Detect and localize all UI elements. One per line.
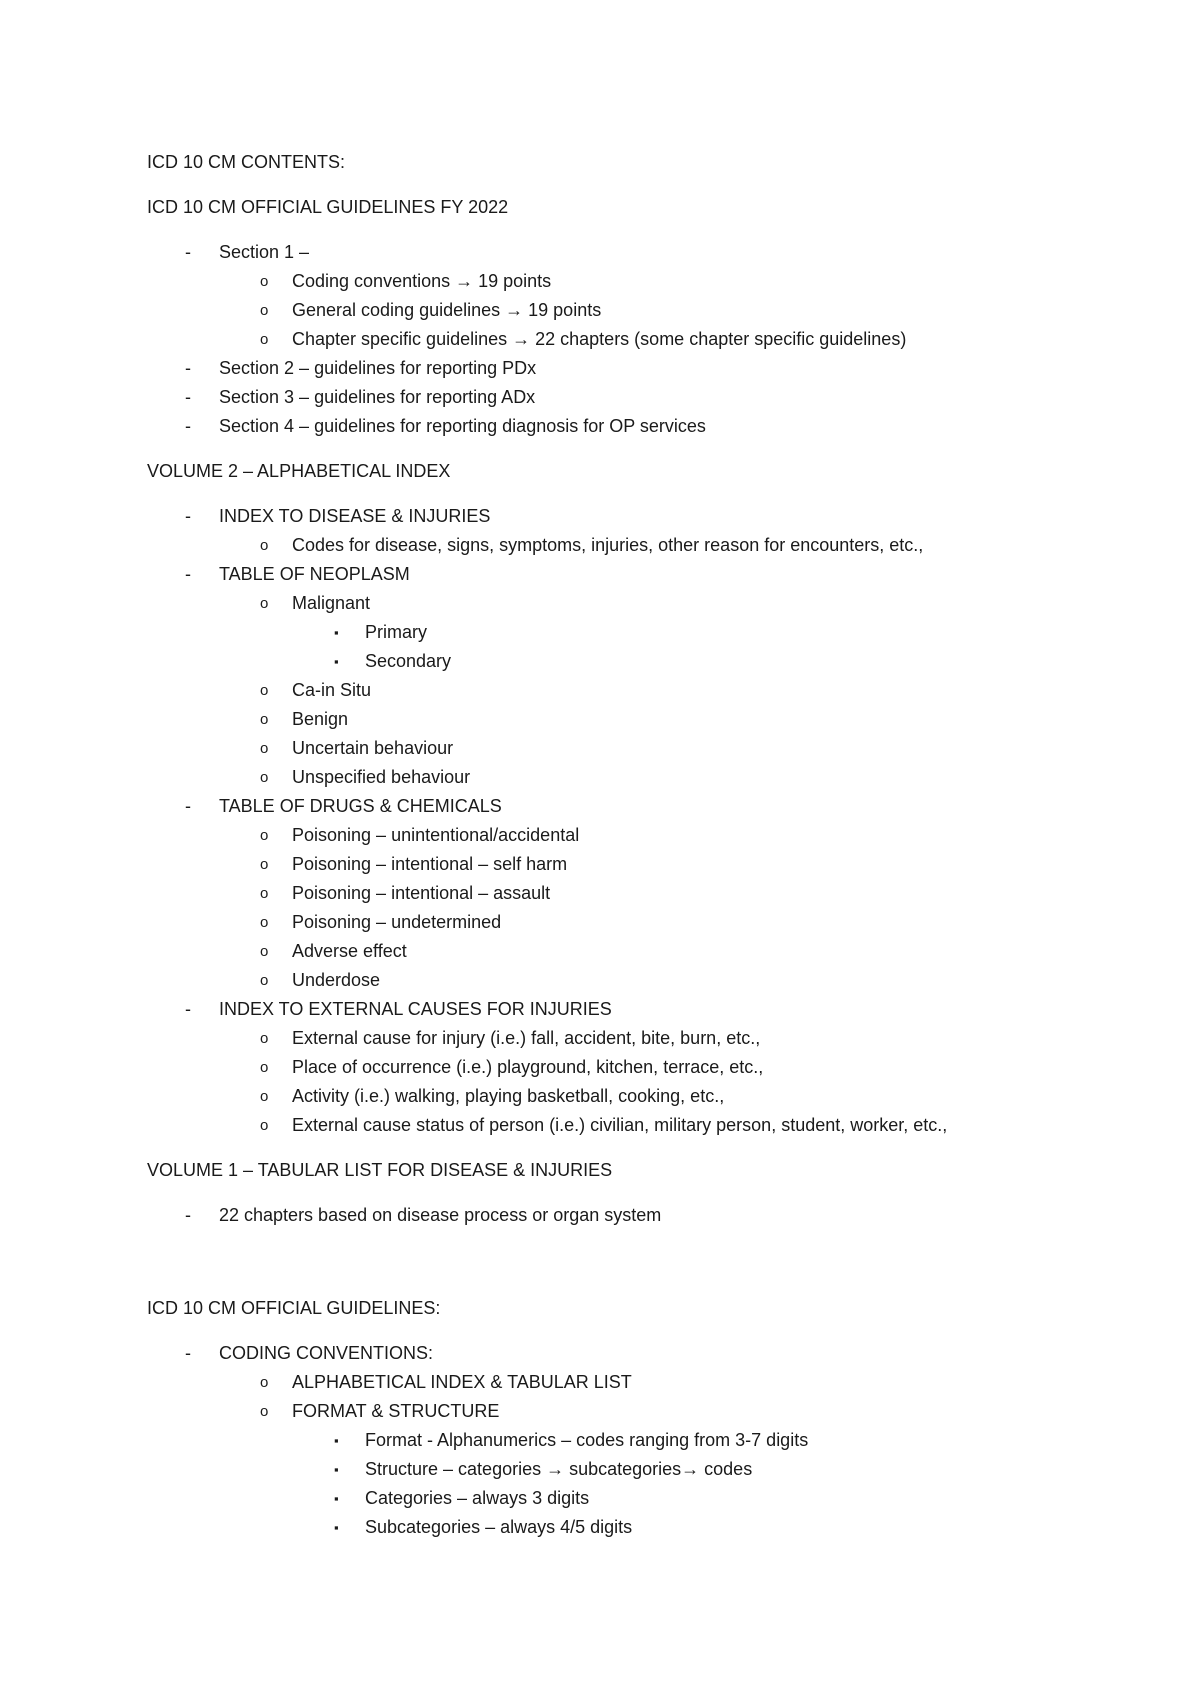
circle-bullet: o xyxy=(260,914,269,931)
guidelines-fy-heading: ICD 10 CM OFFICIAL GUIDELINES FY 2022 xyxy=(147,197,509,217)
circle-bullet: o xyxy=(260,1059,269,1076)
dash-bullet: - xyxy=(185,506,191,526)
list-item: ▪ Primary xyxy=(147,618,1147,647)
circle-bullet: o xyxy=(260,302,269,319)
square-bullet: ▪ xyxy=(334,1520,339,1535)
list-item: o Unspecified behaviour xyxy=(147,763,1147,792)
circle-bullet: o xyxy=(260,1117,269,1134)
list-item: o External cause status of person (i.e.) civilian, military person, student, worker, etc., xyxy=(147,1111,1147,1140)
circle-bullet: o xyxy=(260,1088,269,1105)
list-item: o Malignant xyxy=(147,589,1147,618)
guidelines-fy-list xyxy=(147,238,1147,441)
list-item: ▪ Categories – always 3 digits xyxy=(147,1484,1147,1513)
dash-bullet: - xyxy=(185,416,191,436)
volume1-heading: VOLUME 1 – TABULAR LIST FOR DISEASE & INJURIES xyxy=(147,1160,613,1180)
list-item: o Poisoning – unintentional/accidental xyxy=(147,821,1147,850)
circle-bullet: o xyxy=(260,827,269,844)
square-bullet: ▪ xyxy=(334,1433,339,1448)
dash-bullet: - xyxy=(185,387,191,407)
list-item: - Section 4 – guidelines for reporting diagnosis for OP services xyxy=(147,412,1147,441)
dash-bullet: - xyxy=(185,999,191,1019)
list-item: o Codes for disease, signs, symptoms, injuries, other reason for encounters, etc., xyxy=(147,531,1147,560)
list-item: o Poisoning – intentional – self harm xyxy=(147,850,1147,879)
circle-bullet: o xyxy=(260,1374,269,1391)
circle-bullet: o xyxy=(260,1403,269,1420)
guidelines-heading: ICD 10 CM OFFICIAL GUIDELINES: xyxy=(147,1298,441,1318)
list-item: o Chapter specific guidelines → 22 chapters (some chapter specific guidelines) xyxy=(147,325,1147,354)
list-item: - INDEX TO DISEASE & INJURIES xyxy=(147,502,1147,531)
list-item: - TABLE OF DRUGS & CHEMICALS xyxy=(147,792,1147,821)
square-bullet: ▪ xyxy=(334,625,339,640)
circle-bullet: o xyxy=(260,537,269,554)
circle-bullet: o xyxy=(260,682,269,699)
circle-bullet: o xyxy=(260,1030,269,1047)
list-item: o Activity (i.e.) walking, playing basketball, cooking, etc., xyxy=(147,1082,1147,1111)
circle-bullet: o xyxy=(260,885,269,902)
circle-bullet: o xyxy=(260,711,269,728)
list-item: - Section 3 – guidelines for reporting ADx xyxy=(147,383,1147,412)
list-item: - 22 chapters based on disease process or organ system xyxy=(147,1201,1147,1230)
list-item: ▪ Secondary xyxy=(147,647,1147,676)
volume2-heading: VOLUME 2 – ALPHABETICAL INDEX xyxy=(147,461,451,481)
list-item: ▪ Format - Alphanumerics – codes ranging from 3-7 digits xyxy=(147,1426,1147,1455)
dash-bullet: - xyxy=(185,1205,191,1225)
guidelines-list xyxy=(147,1339,1147,1542)
list-item: o External cause for injury (i.e.) fall, accident, bite, burn, etc., xyxy=(147,1024,1147,1053)
list-item: o Benign xyxy=(147,705,1147,734)
list-item: o ALPHABETICAL INDEX & TABULAR LIST xyxy=(147,1368,1147,1397)
square-bullet: ▪ xyxy=(334,1491,339,1506)
document-content xyxy=(147,148,1147,1542)
list-item: - Section 1 – xyxy=(147,238,1147,267)
list-item: o Underdose xyxy=(147,966,1147,995)
square-bullet: ▪ xyxy=(334,1462,339,1477)
circle-bullet: o xyxy=(260,595,269,612)
square-bullet: ▪ xyxy=(334,654,339,669)
dash-bullet: - xyxy=(185,358,191,378)
dash-bullet: - xyxy=(185,242,191,262)
list-item: o Uncertain behaviour xyxy=(147,734,1147,763)
circle-bullet: o xyxy=(260,273,269,290)
list-item: o Coding conventions → 19 points xyxy=(147,267,1147,296)
volume1-list xyxy=(147,1201,1147,1230)
document-title: ICD 10 CM CONTENTS: xyxy=(147,152,346,172)
list-item: o Ca-in Situ xyxy=(147,676,1147,705)
list-item: o Place of occurrence (i.e.) playground, kitchen, terrace, etc., xyxy=(147,1053,1147,1082)
dash-bullet: - xyxy=(185,796,191,816)
list-item: ▪ Structure – categories → subcategories→ codes xyxy=(147,1455,1147,1484)
circle-bullet: o xyxy=(260,740,269,757)
list-item: o General coding guidelines → 19 points xyxy=(147,296,1147,325)
circle-bullet: o xyxy=(260,972,269,989)
list-item: - TABLE OF NEOPLASM xyxy=(147,560,1147,589)
list-item: - CODING CONVENTIONS: xyxy=(147,1339,1147,1368)
circle-bullet: o xyxy=(260,769,269,786)
list-item: o Poisoning – intentional – assault xyxy=(147,879,1147,908)
list-item: o FORMAT & STRUCTURE xyxy=(147,1397,1147,1426)
list-item: o Adverse effect xyxy=(147,937,1147,966)
circle-bullet: o xyxy=(260,856,269,873)
dash-bullet: - xyxy=(185,564,191,584)
list-item: o Poisoning – undetermined xyxy=(147,908,1147,937)
dash-bullet: - xyxy=(185,1343,191,1363)
list-item: ▪ Subcategories – always 4/5 digits xyxy=(147,1513,1147,1542)
circle-bullet: o xyxy=(260,331,269,348)
list-item: - Section 2 – guidelines for reporting PDx xyxy=(147,354,1147,383)
volume2-list xyxy=(147,502,1147,1140)
circle-bullet: o xyxy=(260,943,269,960)
list-item: - INDEX TO EXTERNAL CAUSES FOR INJURIES xyxy=(147,995,1147,1024)
